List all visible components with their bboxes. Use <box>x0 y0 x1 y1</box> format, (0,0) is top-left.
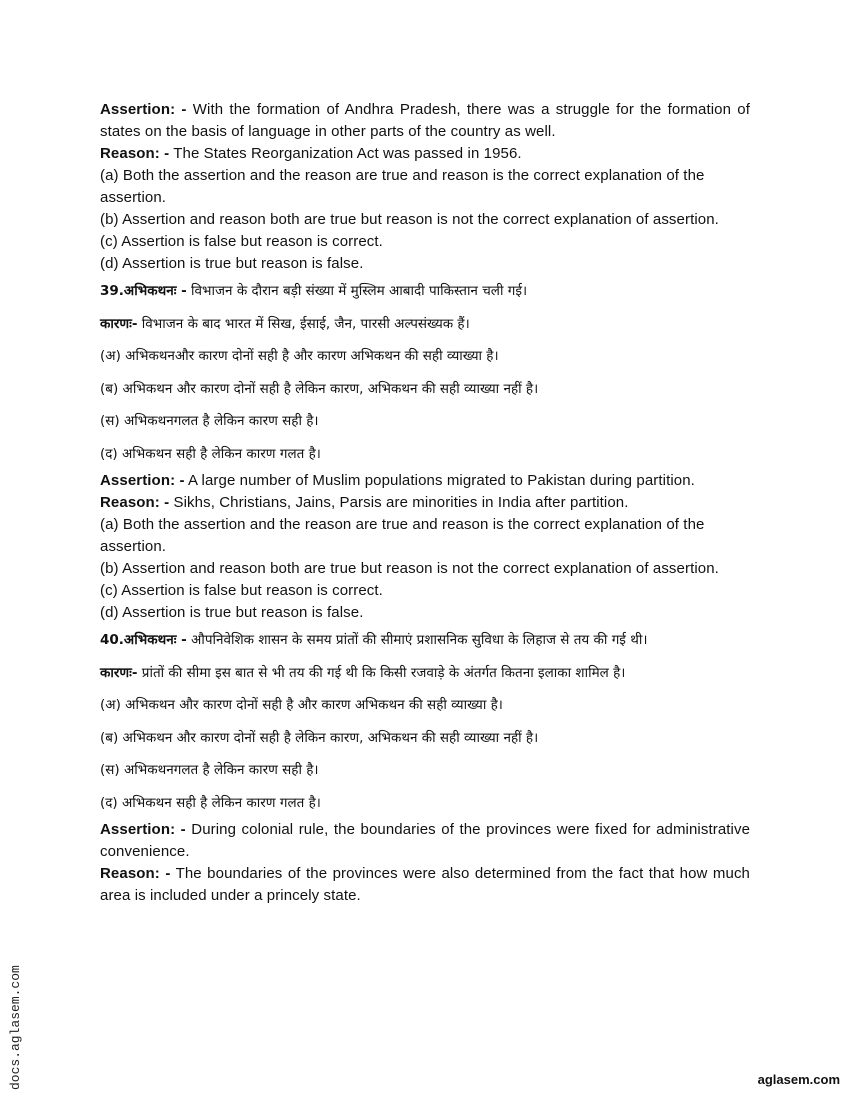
assertion-text: With the formation of Andhra Pradesh, there was a struggle for the formation of states on the basis of language in other parts of the country as well. <box>100 101 751 140</box>
reason-text: The States Reorganization Act was passed in 1956. <box>169 145 522 162</box>
assertion-label: Assertion: - <box>100 101 187 118</box>
option-b: (b) Assertion and reason both are true but reason is not the correct explanation of assertion. <box>100 211 719 228</box>
q39-option-b: (b) Assertion and reason both are true but reason is not the correct explanation of assertion. <box>100 560 719 577</box>
q39-assertion-text: A large number of Muslim populations migrated to Pakistan during partition. <box>184 472 695 489</box>
q40-option-hindi-a: (अ) अभिकथन और कारण दोनों सही है और कारण अभिकथन की सही व्याख्या है। <box>100 697 503 713</box>
q40-assertion-english <box>100 819 750 863</box>
side-watermark: docs.aglasem.com <box>8 965 23 1090</box>
q39-reason-label: कारणः- <box>100 315 138 332</box>
q39-option-a: (a) Both the assertion and the reason are true and reason is the correct explanation of the assertion. <box>100 516 705 555</box>
footer-brand[interactable]: aglasem.com <box>757 1072 840 1087</box>
q40-assertion-hindi <box>100 624 750 657</box>
option-a: (a) Both the assertion and the reason are true and reason is the correct explanation of the assertion. <box>100 167 705 206</box>
option-c: (c) Assertion is false but reason is correct. <box>100 233 383 250</box>
q39-option-c: (c) Assertion is false but reason is correct. <box>100 582 383 599</box>
q39-number-label: 39.अभिकथनः - <box>100 283 187 299</box>
q40-number-label: 40.अभिकथनः - <box>100 632 187 648</box>
q39-reason-hindi-text: विभाजन के बाद भारत में सिख, ईसाई, जैन, पारसी अल्पसंख्यक हैं। <box>137 315 470 332</box>
q39-option-hindi-a: (अ) अभिकथनऔर कारण दोनों सही है और कारण अभिकथन की सही व्याख्या है। <box>100 348 499 364</box>
option-d: (d) Assertion is true but reason is false. <box>100 255 364 272</box>
q40-reason-label: कारणः- <box>100 664 138 681</box>
q40-reason-text: The boundaries of the provinces were also determined from the fact that how much area is included under a princely state. <box>100 865 750 904</box>
q39-option-hindi-d: (द) अभिकथन सही है लेकिन कारण गलत है। <box>100 445 321 462</box>
q39-assertion-english <box>100 470 750 492</box>
q40-reason-english <box>100 863 750 907</box>
q39-reason-hindi <box>100 308 750 341</box>
q40-reason-hindi <box>100 657 750 690</box>
q39-assertion-hindi <box>100 275 750 308</box>
assertion-paragraph <box>100 99 750 143</box>
q39-option-hindi-c: (स) अभिकथनगलत है लेकिन कारण सही है। <box>100 413 319 429</box>
q40-assertion-text: During colonial rule, the boundaries of the provinces were fixed for administrative convenience. <box>100 821 751 860</box>
q39-reason-text: Sikhs, Christians, Jains, Parsis are minorities in India after partition. <box>169 494 629 511</box>
q40-assertion-hindi-text: औपनिवेशिक शासन के समय प्रांतों की सीमाएं प्रशासनिक सुविधा के लिहाज से तय की गई थी। <box>186 632 648 648</box>
reason-paragraph <box>100 143 750 165</box>
q40-reason-label-en: Reason: - <box>100 865 171 882</box>
document-body <box>100 99 750 907</box>
q40-option-hindi-d: (द) अभिकथन सही है लेकिन कारण गलत है। <box>100 794 321 811</box>
q39-option-d: (d) Assertion is true but reason is false. <box>100 604 364 621</box>
q39-assertion-hindi-text: विभाजन के दौरान बड़ी संख्या में मुस्लिम आबादी पाकिस्तान चली गई। <box>186 283 528 299</box>
q39-reason-english <box>100 492 750 514</box>
q40-option-hindi-c: (स) अभिकथनगलत है लेकिन कारण सही है। <box>100 762 319 778</box>
q40-assertion-label: Assertion: - <box>100 821 186 838</box>
q40-reason-hindi-text: प्रांतों की सीमा इस बात से भी तय की गई थी कि किसी रजवाड़े के अंतर्गत कितना इलाका शामिल है। <box>137 664 626 681</box>
q39-reason-label-en: Reason: - <box>100 494 170 511</box>
q40-option-hindi-b: (ब) अभिकथन और कारण दोनों सही है लेकिन कारण, अभिकथन की सही व्याख्या नहीं है। <box>100 729 539 746</box>
q39-option-hindi-b: (ब) अभिकथन और कारण दोनों सही है लेकिन कारण, अभिकथन की सही व्याख्या नहीं है। <box>100 380 539 397</box>
q39-assertion-label: Assertion: - <box>100 472 185 489</box>
reason-label: Reason: - <box>100 145 170 162</box>
